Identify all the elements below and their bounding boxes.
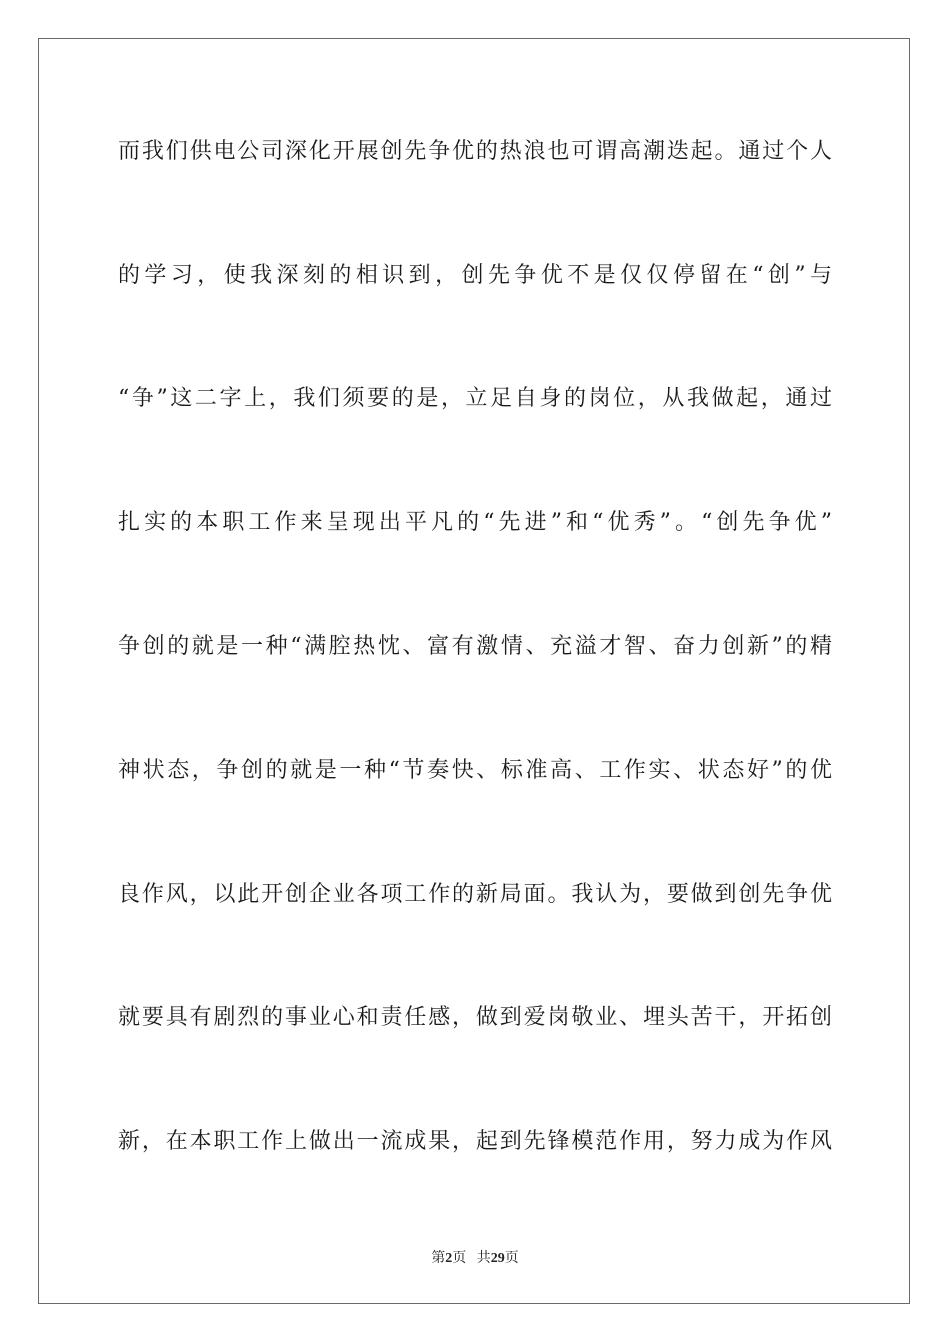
body-text-line: 新，在本职工作上做出一流成果，起到先锋模范作用，努力成为作风 <box>118 1129 832 1154</box>
total-suffix: 页 <box>504 1251 519 1266</box>
body-text-line: “争”这二字上，我们须要的是，立足自身的岗位，从我做起，通过 <box>118 386 832 411</box>
body-text-line: 扎实的本职工作来呈现出平凡的“先进”和“优秀”。“创先争优” <box>118 510 832 535</box>
page-prefix: 第 <box>431 1251 446 1266</box>
total-pages: 29 <box>490 1251 505 1266</box>
body-text-line: 而我们供电公司深化开展创先争优的热浪也可谓高潮迭起。通过个人 <box>118 139 832 164</box>
body-text-line: 的学习，使我深刻的相识到，创先争优不是仅仅停留在“创”与 <box>118 263 832 288</box>
body-text-line: 神状态，争创的就是一种“节奏快、标准高、工作实、状态好”的优 <box>118 758 832 783</box>
body-text-line: 争创的就是一种“满腔热忱、富有激情、充溢才智、奋力创新”的精 <box>118 634 832 659</box>
page-footer <box>0 1247 950 1267</box>
body-text-line: 就要具有剧烈的事业心和责任感，做到爱岗敬业、埋头苦干，开拓创 <box>118 1005 832 1030</box>
body-text-line: 良作风，以此开创企业各项工作的新局面。我认为，要做到创先争优 <box>118 882 832 907</box>
page-number: 2 <box>445 1251 453 1266</box>
page-border <box>38 38 910 1304</box>
total-prefix: 共 <box>476 1251 491 1266</box>
page-suffix: 页 <box>452 1251 467 1266</box>
